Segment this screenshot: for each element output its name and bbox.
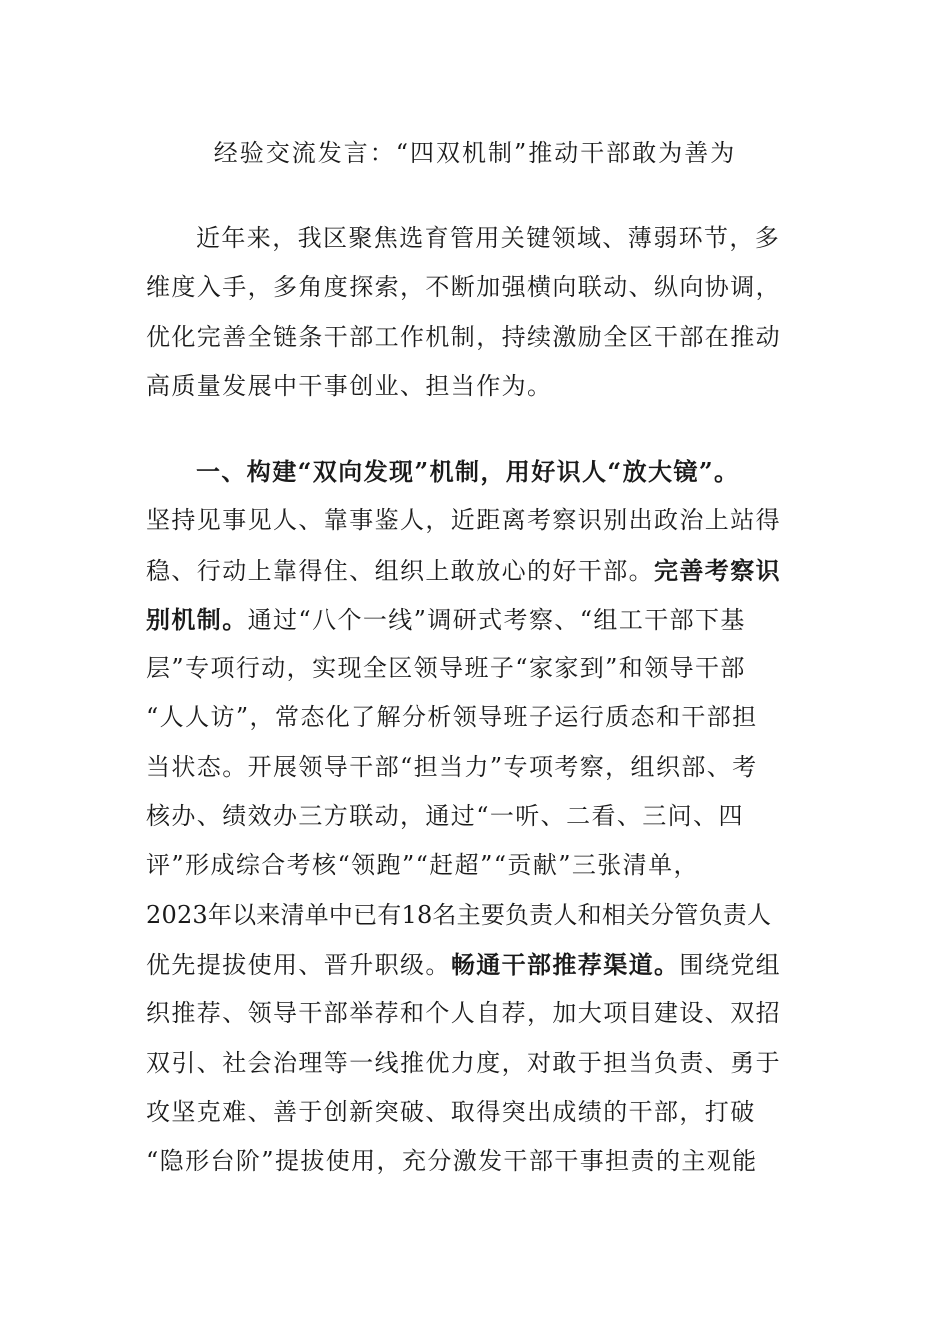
paragraph-line: 层”专项行动，实现全区领导班子“家家到”和领导干部 xyxy=(146,654,746,683)
paragraph-line: 攻坚克难、善于创新突破、取得突出成绩的干部，打破 xyxy=(146,1097,756,1126)
paragraph-text: 围绕党组 xyxy=(679,950,782,979)
paragraph-line: 评”形成综合考核“领跑”“赶超”“贡献”三张清单， xyxy=(146,851,699,880)
paragraph-text: 优先提拔使用、晋升职级。 xyxy=(146,950,451,979)
paragraph-line xyxy=(146,546,806,595)
subheading-inline: 完善考察识 xyxy=(654,555,781,585)
paragraph-line: 坚持见事见人、靠事鉴人，近距离考察识别出政治上站得 xyxy=(146,506,781,535)
paragraph-line: 2023年以来清单中已有18名主要负责人和相关分管负责人 xyxy=(146,900,772,929)
subheading-inline: 别机制。 xyxy=(146,604,248,634)
paragraph-line: 高质量发展中干事创业、担当作为。 xyxy=(146,371,553,400)
paragraph-line: “人人访”，常态化了解分析领导班子运行质态和干部担 xyxy=(146,703,758,732)
subheading-inline: 畅通干部推荐渠道。 xyxy=(450,949,680,979)
section-one-paragraph xyxy=(146,447,806,1186)
paragraph-line: 核办、绩效办三方联动，通过“一听、二看、三问、四 xyxy=(146,802,744,831)
paragraph-line: 双引、社会治理等一线推优力度，对敢于担当负责、勇于 xyxy=(146,1048,781,1077)
paragraph-text: 稳、行动上靠得住、组织上敢放心的好干部。 xyxy=(146,556,654,585)
paragraph-text: 通过“八个一线”调研式考察、“组工干部下基 xyxy=(247,605,746,634)
paragraph-line: “隐形台阶”提拔使用，充分激发干部干事担责的主观能 xyxy=(146,1147,758,1176)
paragraph-line xyxy=(146,595,806,644)
document-title: 经验交流发言：“四双机制”推动干部敢为善为 xyxy=(213,139,737,167)
paragraph-line: 优化完善全链条干部工作机制，持续激励全区干部在推动 xyxy=(146,322,781,351)
paragraph-line: 织推荐、领导干部举荐和个人自荐，加大项目建设、双招 xyxy=(146,999,781,1028)
paragraph-line xyxy=(146,940,806,989)
paragraph-line: 近年来，我区聚焦选育管用关键领域、薄弱环节，多 xyxy=(196,224,781,252)
paragraph-line: 维度入手，多角度探索，不断加强横向联动、纵向协调， xyxy=(146,273,781,302)
paragraph-line: 当状态。开展领导干部“担当力”专项考察，组织部、考 xyxy=(146,752,758,781)
section-heading: 一、构建“双向发现”机制，用好识人“放大镜”。 xyxy=(196,457,740,486)
intro-paragraph xyxy=(146,214,806,411)
